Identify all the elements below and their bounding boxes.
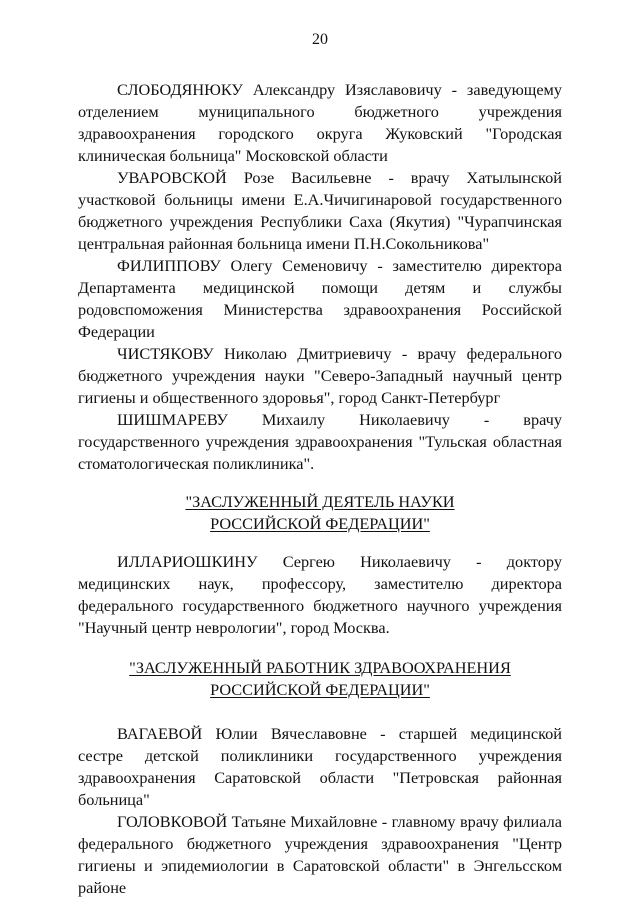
section-heading-healthcare	[78, 657, 562, 701]
award-entry	[78, 551, 562, 639]
heading-line: РОССИЙСКОЙ ФЕДЕРАЦИИ"	[210, 514, 430, 533]
recipient-position: - врачу государственного учреждения здравоохранения "Тульская областная стоматологическая поликлиника".	[78, 410, 563, 473]
award-entry	[78, 811, 562, 899]
recipient-name: ИЛЛАРИОШКИНУ Сергею Николаевичу	[117, 552, 451, 571]
heading-line: РОССИЙСКОЙ ФЕДЕРАЦИИ"	[210, 680, 430, 699]
recipient-position: - доктору медицинских наук, профессору, заместителю директора федерального государственного бюджетного научного учреждения "Научный центр неврологии", город Москва.	[78, 552, 562, 637]
award-entry	[78, 167, 562, 255]
award-entry	[78, 255, 562, 343]
recipient-position: - врачу федерального бюджетного учреждения науки "Северо-Западный научный центр гигиены и общественного здоровья", город Санкт-Петербург	[78, 344, 562, 407]
recipient-name: ШИШМАРЕВУ Михаилу Николаевичу	[117, 410, 450, 429]
award-entry	[78, 343, 562, 409]
recipient-position: - заведующему отделением муниципального бюджетного учреждения здравоохранения городского округа Жуковский "Городская клиническая больница" Московской области	[78, 80, 562, 165]
recipient-name: ЧИСТЯКОВУ Николаю Дмитриевичу	[117, 344, 392, 363]
heading-line: "ЗАСЛУЖЕННЫЙ ДЕЯТЕЛЬ НАУКИ	[185, 492, 455, 511]
recipient-position: - старшей медицинской сестре детской поликлиники государственного учреждения здравоохранения Саратовской области "Петровская районная больница"	[78, 724, 563, 809]
recipient-name: УВАРОВСКОЙ Розе Васильевне	[117, 168, 372, 187]
recipient-name: ГОЛОВКОВОЙ Татьяне Михайловне	[117, 812, 378, 831]
document-body	[78, 79, 562, 899]
recipient-position: - главному врачу филиала федерального бюджетного учреждения здравоохранения "Центр гигиены и эпидемиологии в Саратовской области" в Энгельсском районе	[78, 812, 562, 897]
recipient-position: - заместителю директора Департамента медицинской помощи детям и службы родовспоможения Министерства здравоохранения Российской Федерации	[78, 256, 562, 341]
recipient-name: ФИЛИППОВУ Олегу Семеновичу	[117, 256, 368, 275]
section-heading-science	[78, 491, 562, 535]
recipient-name: СЛОБОДЯНЮКУ Александру Изяславовичу	[117, 80, 442, 99]
award-entry	[78, 409, 562, 475]
heading-line: "ЗАСЛУЖЕННЫЙ РАБОТНИК ЗДРАВООХРАНЕНИЯ	[129, 658, 511, 677]
award-entry	[78, 79, 562, 167]
recipient-name: ВАГАЕВОЙ Юлии Вячеславовне	[117, 724, 367, 743]
recipient-position: - врачу Хатылынской участковой больницы имени Е.А.Чичигинаровой государственного бюджетного учреждения Республики Саха (Якутия) "Чурапчинская центральная районная больница имени П.Н.Сокольникова"	[78, 168, 562, 253]
award-entry	[78, 723, 562, 811]
page-number: 20	[312, 31, 328, 48]
